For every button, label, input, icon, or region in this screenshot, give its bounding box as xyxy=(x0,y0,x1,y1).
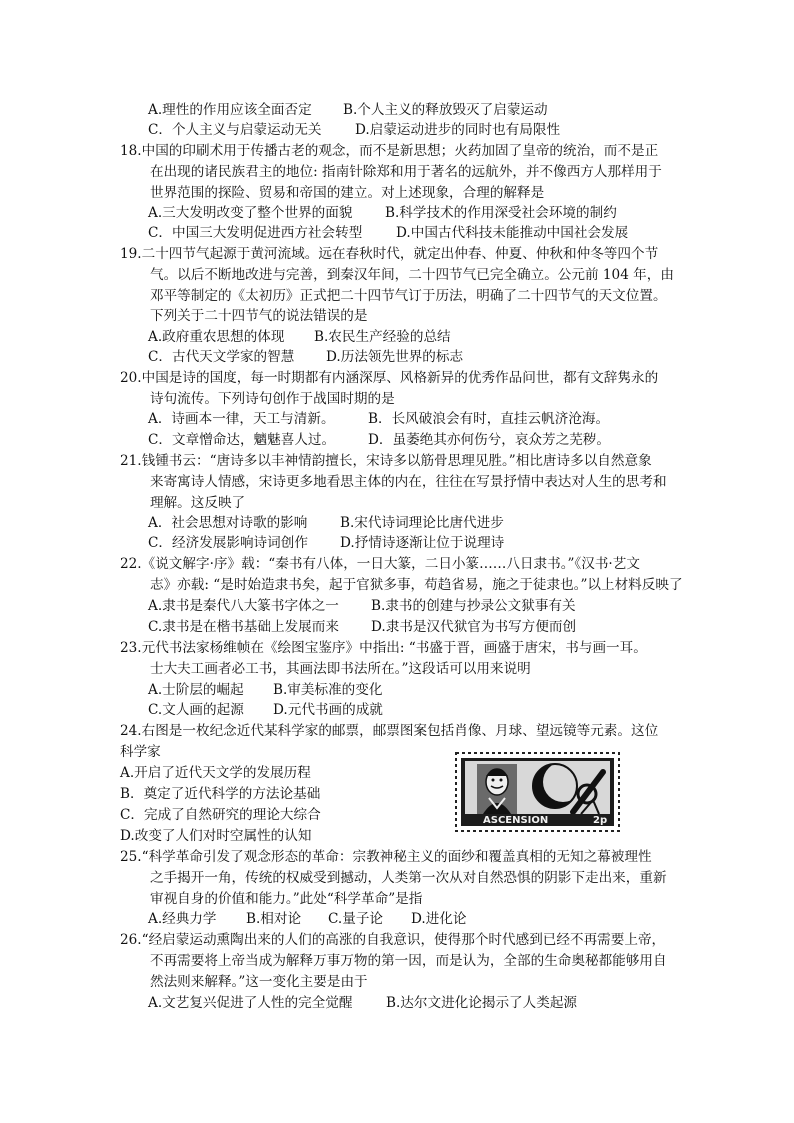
q18-stem-1: 18.中国的印刷术用于传播古老的观念，而不是新思想；火药加固了皇帝的统治，而不是正 xyxy=(120,143,659,159)
q18-option-c: C．中国三大发明促进西方社会转型 xyxy=(148,225,363,241)
q18-option-d: D.中国古代科技未能推动中国社会发展 xyxy=(396,225,629,241)
q17-option-b: B.个人主义的释放毁灭了启蒙运动 xyxy=(343,102,548,118)
q25-option-c: C.量子论 xyxy=(328,911,384,927)
q19-option-b: B.农民生产经验的总结 xyxy=(314,329,451,345)
q25-option-a: A.经典力学 xyxy=(148,911,217,927)
q23-stem-2: 士大夫工画者必工书，其画法即书法所在。”这段话可以用来说明 xyxy=(150,661,531,677)
q18-options-row1 xyxy=(0,203,794,223)
q23-stem-1: 23.元代书法家杨维帧在《绘图宝鉴序》中指出: “书盛于晋，画盛于唐宋，书与画一耳。 xyxy=(120,640,647,656)
stamp-value: 2p xyxy=(593,815,608,826)
q20-options-row1 xyxy=(0,409,794,429)
q25-stem-1: 25.“科学革命引发了观念形态的革命：宗教神秘主义的面纱和覆盖真相的无知之幕被理性 xyxy=(120,849,652,865)
q17-options-row1 xyxy=(0,100,794,120)
q21-option-a: A．社会思想对诗歌的影响 xyxy=(148,515,308,531)
q19-stem-1: 19.二十四节气起源于黄河流域。远在春秋时代，就定出仲春、仲夏、仲秋和仲冬等四个节 xyxy=(120,246,659,262)
q21-options-row2 xyxy=(0,533,794,553)
stamp-caption: ASCENSION xyxy=(483,815,549,826)
q18-option-a: A.三大发明改变了整个世界的面貌 xyxy=(148,205,353,221)
q21-options-row1 xyxy=(0,513,794,533)
q18-stem-3: 世界范围的探险、贸易和帝国的建立。对上述现象，合理的解释是 xyxy=(150,185,545,201)
q20-stem-2: 诗句流传。下列诗句创作于战国时期的是 xyxy=(150,391,395,407)
q25-stem-3: 审视自身的价值和能力。”此处“科学革命”是指 xyxy=(150,891,423,907)
q19-options-row1 xyxy=(0,327,794,347)
q22-options-row2 xyxy=(0,617,794,637)
q26-stem-3: 然法则来解释。”这一变化主要是由于 xyxy=(150,974,368,990)
q23-option-b: B.审美标准的变化 xyxy=(273,682,383,698)
q22-option-a: A.隶书是秦代八大篆书字体之一 xyxy=(148,598,339,614)
portrait-figure xyxy=(477,764,517,814)
q22-stem-2: 志》亦载: “是时始造隶书矣，起于官狱多事，苟趋省易，施之于徒隶也。”以上材料反映了 xyxy=(150,577,683,593)
q21-option-b: B.宋代诗词理论比唐代进步 xyxy=(340,515,504,531)
q21-option-c: C．经济发展影响诗词创作 xyxy=(148,535,308,551)
stamp-picture xyxy=(455,752,620,832)
q25-option-b: B.相对论 xyxy=(246,911,302,927)
q20-option-d: D．虽萎绝其亦何伤兮，哀众芳之芜秽。 xyxy=(368,432,610,448)
q23-options-row1 xyxy=(0,680,794,700)
q18-option-b: B.科学技术的作用深受社会环境的制约 xyxy=(385,205,617,221)
q20-option-a: A．诗画本一律，天工与清新。 xyxy=(148,411,335,427)
q20-options-row2 xyxy=(0,430,794,450)
q23-option-d: D.元代书画的成就 xyxy=(273,702,383,718)
q22-option-c: C.隶书是在楷书基础上发展而来 xyxy=(148,619,339,635)
q25-option-d: D.进化论 xyxy=(411,911,467,927)
q22-stem-1: 22.《说文解字·序》载：“秦书有八体，一日大篆，二日小篆……八日隶书。”《汉书·艺文 xyxy=(120,556,640,572)
q17-options-row2 xyxy=(0,120,794,140)
q17-option-d: D.启蒙运动进步的同时也有局限性 xyxy=(355,122,561,138)
q24-option-d: D.改变了人们对时空属性的认知 xyxy=(120,828,312,844)
q25-options-row xyxy=(0,909,794,929)
q24-option-b: B．奠定了近代科学的方法论基础 xyxy=(120,786,321,802)
q21-stem-3: 理解。这反映了 xyxy=(150,495,246,511)
q26-option-b: B.达尔文进化论揭示了人类起源 xyxy=(386,995,578,1011)
q26-option-a: A.文艺复兴促进了人性的完全觉醒 xyxy=(148,995,353,1011)
q23-option-c: C.文人画的起源 xyxy=(148,702,244,718)
q19-stem-3: 邓平等制定的《太初历》正式把二十四节气订于历法，明确了二十四节气的天文位置。 xyxy=(150,288,667,304)
q23-options-row2 xyxy=(0,700,794,720)
q19-option-a: A.政府重农思想的体现 xyxy=(148,329,285,345)
q24-stem-2: 科学家 xyxy=(120,744,161,760)
q21-stem-1: 21.钱锺书云：“唐诗多以丰神情韵擅长，宋诗多以筋骨思理见胜。”相比唐诗多以自然意象 xyxy=(120,453,652,469)
q20-option-c: C．文章憎命达，魑魅喜人过。 xyxy=(148,432,336,448)
q22-option-d: D.隶书是汉代狱官为书写方便而创 xyxy=(371,619,577,635)
q19-stem-2: 气。以后不断地改进与完善，到秦汉年间，二十四节气已完全确立。公元前 104 年，由 xyxy=(150,267,674,283)
q18-stem-2: 在出现的诸民族君主的地位: 指南针除郑和用于著名的远航外，并不像西方人那样用于 xyxy=(150,164,662,180)
q19-option-c: C．古代天文学家的智慧 xyxy=(148,349,295,365)
q24-option-a: A.开启了近代天文学的发展历程 xyxy=(120,765,311,781)
q24-stem-1: 24.右图是一枚纪念近代某科学家的邮票，邮票图案包括肖像、月球、望远镜等元素。这位 xyxy=(120,723,659,739)
q21-option-d: D.抒情诗逐渐让位于说理诗 xyxy=(340,535,505,551)
q22-options-row1 xyxy=(0,596,794,616)
q17-option-c: C．个人主义与启蒙运动无关 xyxy=(148,122,322,138)
q17-option-a: A.理性的作用应该全面否定 xyxy=(148,102,312,118)
q26-stem-1: 26.“经启蒙运动熏陶出来的人们的高涨的自我意识，使得那个时代感到已经不再需要上帝， xyxy=(120,932,666,948)
q26-stem-2: 不再需要将上帝当成为解释万事万物的第一因，而是认为，全部的生命奥秘都能够用自 xyxy=(150,953,667,969)
q21-stem-2: 来寄寓诗人情感，宋诗更多地看思主体的内在，往往在写景抒情中表达对人生的思考和 xyxy=(150,474,667,490)
q18-options-row2 xyxy=(0,223,794,243)
q20-option-b: B．长风破浪会有时，直挂云帆济沧海。 xyxy=(368,411,610,427)
q25-stem-2: 之手揭开一角，传统的权威受到撼动，人类第一次从对自然恐惧的阴影下走出来，重新 xyxy=(150,870,667,886)
q23-option-a: A.士阶层的崛起 xyxy=(148,682,244,698)
q19-options-row2 xyxy=(0,347,794,367)
stamp-image xyxy=(455,752,620,832)
q19-option-d: D.历法领先世界的标志 xyxy=(326,349,464,365)
q24-option-c: C．完成了自然研究的理论大综合 xyxy=(120,807,321,823)
q20-stem-1: 20.中国是诗的国度，每一时期都有内涵深厚、风格新异的优秀作品问世，都有文辞隽永的 xyxy=(120,370,659,386)
q22-option-b: B.隶书的创建与抄录公文狱事有关 xyxy=(371,598,576,614)
q19-stem-4: 下列关于二十四节气的说法错误的是 xyxy=(150,308,368,324)
q26-options-row xyxy=(0,993,794,1013)
